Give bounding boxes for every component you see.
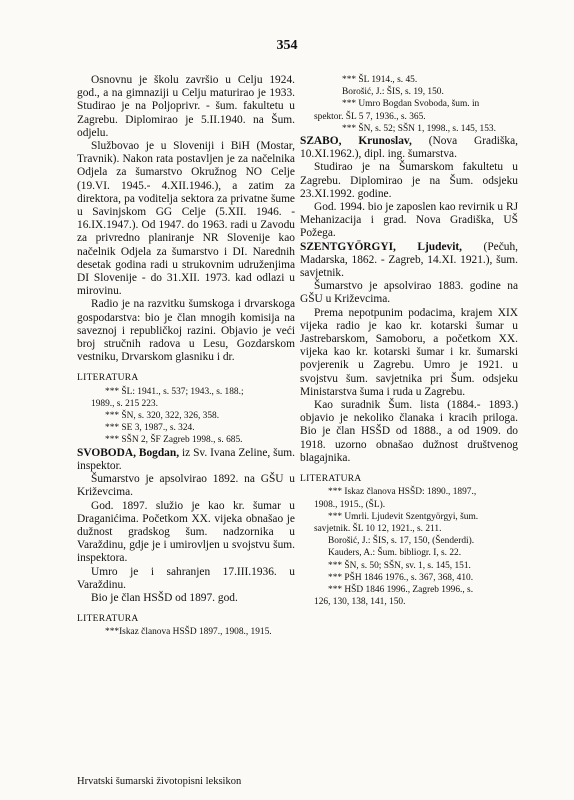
reference-line: *** Umrli. Ljudevit Szentgyörgyi, šum.: [328, 511, 479, 522]
entry-surname: SVOBODA, Bogdan,: [77, 446, 180, 459]
reference-line: Borošić, J.: ŠIS, s. 17, 150, (Šenderdi).: [328, 536, 475, 547]
reference-line: *** ŠN, s. 320, 322, 326, 358.: [105, 411, 220, 422]
reference-line: *** Iskaz članova HSŠD: 1890., 1897.,: [328, 487, 477, 498]
reference-line: *** Umro Bogdan Svoboda, šum. in: [342, 99, 480, 110]
reference-line: *** ŠN, s. 52; SŠN 1, 1998., s. 145, 153.: [342, 123, 496, 134]
entry-description: iz Sv. Ivana Zeline, šum. inspektor.: [77, 446, 296, 472]
entry-paragraph: Studirao je na Šumarskom fakultetu u Zagrebu. Diplomirao je na Šum. odsjeku 23.XI.1992. godine.: [300, 161, 518, 200]
entry-surname: SZABO, Krunoslav,: [300, 135, 412, 148]
reference-line: spektor. ŠL 5 7, 1936., s. 365.: [314, 111, 426, 122]
reference-line: *** ŠL 1914., s. 45.: [342, 75, 418, 85]
reference-line: 1908., 1915., (ŠL).: [314, 499, 386, 510]
entry-heading: [300, 135, 518, 161]
continued-paragraph: Osnovnu je školu završio u Celju 1924. god., a na gimnaziji u Celju maturirao je 1933. Studirao je na Poljoprivr. - šum. fakultetu u Zagrebu. Diplomirao je 5.II.1940. na Šum. odjelu.: [77, 74, 295, 139]
literature-heading: LITERATURA: [77, 373, 139, 384]
reference-line: *** ŠN, s. 50; SŠN, sv. 1, s. 145, 151.: [328, 560, 471, 571]
reference-line: *** SŠN 2, ŠF Zagreb 1998., s. 685.: [105, 435, 243, 446]
page-number: 354: [276, 38, 298, 53]
continued-references: [300, 74, 518, 135]
page-footer: Hrvatski šumarski životopisni leksikon: [77, 776, 242, 787]
reference-line: savjetnik. ŠL 10 12, 1921., s. 211.: [314, 523, 442, 534]
right-column: [300, 74, 518, 608]
reference-line: 126, 130, 138, 141, 150.: [314, 597, 406, 608]
literature-heading: LITERATURA: [300, 474, 362, 485]
entry-surname: SZENTGYÖRGYI, Ljudevit,: [300, 240, 463, 253]
reference-line: 1989., s. 215 223.: [91, 398, 158, 409]
left-column: [77, 74, 295, 639]
entry-heading: [77, 447, 295, 473]
entry-paragraph: God. 1994. bio je zaposlen kao revirnik u RJ Mehanizacija i grad. Nova Gradiška, UŠ Požega.: [300, 201, 518, 240]
entry-paragraph: Šumarstvo je apsolvirao 1892. na GŠU u Križevcima.: [77, 473, 295, 499]
continued-paragraph: Radio je na razvitku šumskoga i drvarskoga gospodarstva: bio je član mnogih komisija na saveznoj i republičkoj razini. Objavio je veći broj stručnih radova u Lesu, Gozdarskom vestniku, Drvarskom glasniku i dr.: [77, 298, 295, 364]
entry-paragraph: God. 1897. služio je kao kr. šumar u Draganićima. Početkom XX. vijeka obnašao je dužnost gradskog šum. nadzornika u Varaždinu, gdje je i umirovljen u svojstvu šum. inspektora.: [77, 499, 295, 565]
reference-line: ***Iskaz članova HSŠD 1897., 1908., 1915.: [105, 627, 272, 638]
entry-description: (Pečuh, Madarska, 1862. - Zagreb, 14.XI. 1921.), šum. savjetnik.: [300, 240, 518, 280]
reference-line: *** PŠH 1846 1976., s. 367, 368, 410.: [328, 572, 474, 583]
reference-line: *** SE 3, 1987., s. 324.: [105, 423, 195, 434]
reference-line: *** ŠL: 1941., s. 537; 1943., s. 188.;: [105, 386, 244, 397]
reference-line: Borošić, J.: ŠIS, s. 19, 150.: [342, 87, 444, 98]
continued-paragraph: Službovao je u Sloveniji i BiH (Mostar, Travnik). Nakon rata postavljen je za načelnika Odjela za šumarstvo Okružnog NO Celje (19.VI. 1945.- 4.XII.1946.), a zatim za direktora, pa voditelja sektora za privatne šume u Savinjskom GG Celje (5.XII. 1946. - 16.IX.1947.). Od 1947. do 1963. radi u Zavodu za privredno planiranje NR Slovenije kao načelnik Odjela za šumarstvo i DI. Narednih desetak godina radi u strukovnim udruženjima DI Slovenije - do 31.XII. 1973. kad odlazi u mirovinu.: [77, 140, 295, 298]
entry-description: (Nova Gradiška, 10.XI.1962.), dipl. ing. šumarstva.: [300, 135, 518, 161]
entry-heading: [300, 241, 518, 281]
entry-paragraph: Prema nepotpunim podacima, krajem XIX vijeka radio je kao kr. kotarski šumar u Jastrebarskom, Samoboru, a početkom XX. vijeka kao kr. kotarski šumar i kr. šumarski povjerenik u Zagrebu. Umro je 1921. u svojstvu šum. savjetnika pri Šum. odsjeku Ministarstva šuma i ruda u Zagrebu.: [300, 306, 518, 398]
reference-line: Kauders, A.: Šum. bibliogr. I, s. 22.: [328, 548, 462, 559]
literature-heading: LITERATURA: [77, 614, 139, 625]
reference-line: *** HŠD 1846 1996., Zagreb 1996., s.: [328, 584, 474, 595]
entry-paragraph: Umro je i sahranjen 17.III.1936. u Varaždinu.: [77, 565, 295, 591]
entry-paragraph: Bio je član HSŠD od 1897. god.: [91, 591, 238, 604]
entry-paragraph: Šumarstvo je apsolvirao 1883. godine na GŠU u Križevcima.: [300, 280, 518, 306]
entry-paragraph: Kao suradnik Šum. lista (1884.- 1893.) objavio je nekoliko članaka i kracih priloga. Bio je član HSŠD od 1888., a od 1909. do 1918. uzorno obnašao dužnost društvenog blagajnika.: [300, 399, 518, 464]
